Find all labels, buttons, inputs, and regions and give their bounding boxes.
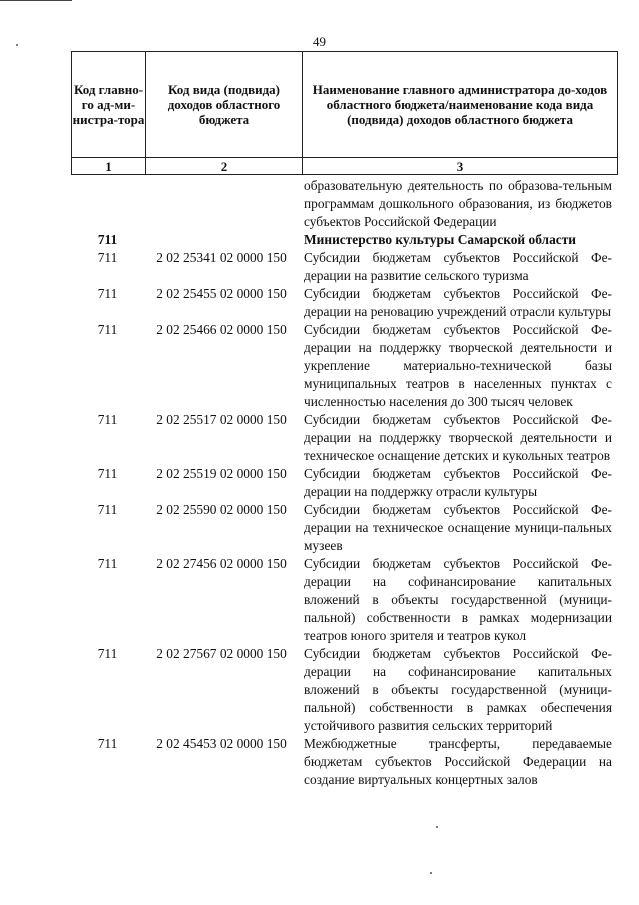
- table-row: [0, 465, 639, 501]
- income-code: 2 02 45453 02 0000 150: [156, 736, 287, 751]
- scan-speck: [16, 44, 18, 46]
- table-row: [0, 249, 639, 285]
- income-code: 2 02 25517 02 0000 150: [156, 412, 287, 427]
- admin-code: 711: [97, 232, 118, 247]
- admin-code: 711: [97, 646, 118, 661]
- admin-code: 711: [97, 286, 118, 301]
- table-row: [0, 285, 639, 321]
- admin-code: 711: [97, 466, 118, 481]
- header-col2: Код вида (подвида) доходов областного бюджета: [146, 52, 303, 158]
- income-name: образовательную деятельность по образова-тельным программам дошкольного образования, из бюджетов субъектов Российской Федерации: [304, 178, 612, 229]
- income-name: Субсидии бюджетам субъектов Российской Фе-дерации на поддержку творческой деятельности и техническое оснащение детских и кукольных театров: [304, 412, 612, 463]
- table-header: [71, 51, 618, 175]
- income-name: Субсидии бюджетам субъектов Российской Фе-дерации на поддержку творческой деятельности и укрепление материально-технической базы муниципальных театров в населенных пунктах с численностью населения до 300 тысяч человек: [304, 322, 612, 409]
- income-code: 2 02 25519 02 0000 150: [156, 466, 287, 481]
- table-body: [0, 177, 639, 789]
- admin-code: [71, 177, 144, 231]
- table-row-ministry: [0, 231, 639, 249]
- income-name: Межбюджетные трансферты, передаваемые бюджетам субъектов Российской Федерации на создание виртуальных концертных залов: [304, 736, 612, 787]
- header-col1: Код главно-го ад-ми-нистра-тора: [72, 52, 146, 158]
- income-code: 2 02 25590 02 0000 150: [156, 502, 287, 517]
- table-row: [0, 177, 639, 231]
- admin-code: 711: [97, 250, 118, 265]
- table-row: [0, 321, 639, 411]
- table-row: [0, 555, 639, 645]
- admin-code: 711: [97, 412, 118, 427]
- header-num3: 3: [303, 158, 618, 175]
- top-left-rule: [0, 0, 72, 1]
- admin-code: 711: [97, 736, 118, 751]
- admin-code: 711: [97, 322, 118, 337]
- ministry-name: Министерство культуры Самарской области: [304, 232, 576, 247]
- header-num1: 1: [72, 158, 146, 175]
- income-code: 2 02 25466 02 0000 150: [156, 322, 287, 337]
- income-name: Субсидии бюджетам субъектов Российской Фе-дерации на софинансирование капитальных вложений в объекты государственной (муници-пальной) собственности в рамках обеспечения устойчивого развития сельских территорий: [304, 646, 612, 733]
- income-code: 2 02 27456 02 0000 150: [156, 556, 287, 571]
- income-code: [144, 231, 299, 249]
- income-name: Субсидии бюджетам субъектов Российской Фе-дерации на техническое оснащение муници-пальных музеев: [304, 502, 612, 553]
- income-code: 2 02 25341 02 0000 150: [156, 250, 287, 265]
- scan-speck: [436, 826, 438, 828]
- income-name: Субсидии бюджетам субъектов Российской Фе-дерации на реновацию учреждений отрасли культуры: [304, 286, 612, 319]
- income-name: Субсидии бюджетам субъектов Российской Фе-дерации на софинансирование капитальных вложений в объекты государственной (муници-пальной) собственности в рамках модернизации театров юного зрителя и театров кукол: [304, 556, 612, 643]
- table-row: [0, 411, 639, 465]
- income-name: Субсидии бюджетам субъектов Российской Фе-дерации на поддержку отрасли культуры: [304, 466, 612, 499]
- admin-code: 711: [97, 502, 118, 517]
- table-row: [0, 735, 639, 789]
- table-row: [0, 501, 639, 555]
- page-number: 49: [313, 34, 326, 49]
- scan-speck: [430, 872, 432, 874]
- income-code: [144, 177, 299, 231]
- admin-code: 711: [97, 556, 118, 571]
- income-name: Субсидии бюджетам субъектов Российской Фе-дерации на развитие сельского туризма: [304, 250, 612, 283]
- header-num2: 2: [146, 158, 303, 175]
- income-code: 2 02 25455 02 0000 150: [156, 286, 287, 301]
- income-code: 2 02 27567 02 0000 150: [156, 646, 287, 661]
- table-row: [0, 645, 639, 735]
- header-col3: Наименование главного администратора до-ходов областного бюджета/наименование кода вида (подвида) доходов областного бюджета: [303, 52, 618, 158]
